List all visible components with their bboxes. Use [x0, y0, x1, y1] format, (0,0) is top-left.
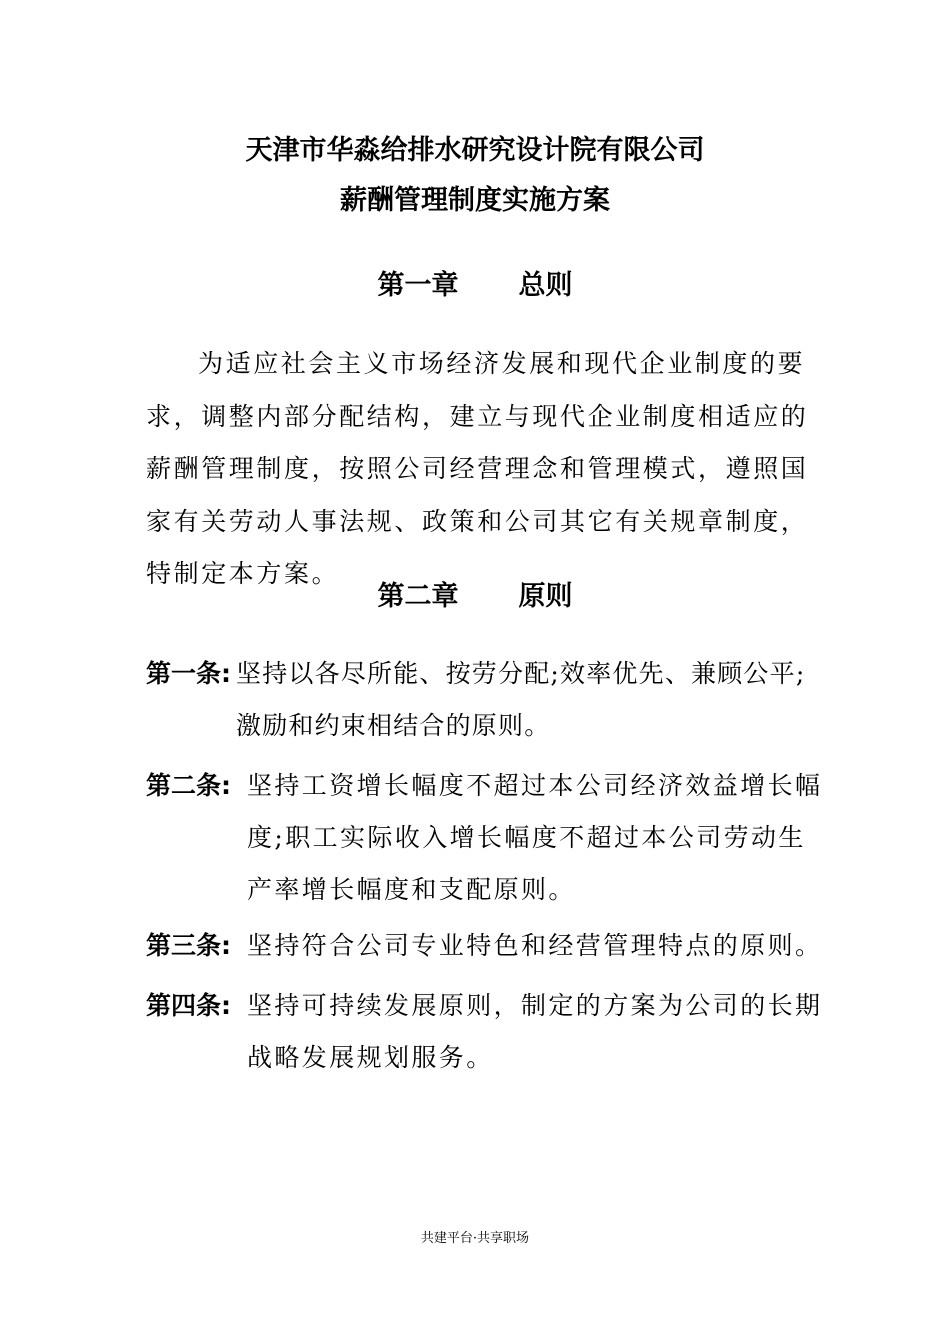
article-3 — [146, 920, 826, 972]
article-label: 第二条: — [146, 771, 231, 800]
document-title-line2: 薪酬管理制度实施方案 — [340, 185, 610, 216]
article-2 — [146, 760, 826, 916]
article-label: 第三条: — [146, 931, 231, 960]
document-title-line1: 天津市华淼给排水研究设计院有限公司 — [245, 135, 705, 166]
chapter-number: 第二章 — [377, 581, 459, 612]
chapter-number: 第一章 — [377, 270, 459, 301]
chapter-name: 原则 — [518, 581, 573, 612]
article-text: 坚持工资增长幅度不超过本公司经济效益增长幅度;职工实际收入增长幅度不超过本公司劳动生产率增长幅度和支配原则。 — [247, 771, 823, 904]
chapter1-paragraph: 为适应社会主义市场经济发展和现代企业制度的要求，调整内部分配结构，建立与现代企业制度相适应的薪酬管理制度，按照公司经营理念和管理模式，遵照国家有关劳动人事法规、政策和公司其它有关规章制度，特制定本方案。 — [146, 349, 809, 588]
article-label: 第一条: — [146, 659, 231, 688]
page-footer: 共建平台·共享职场 — [420, 1231, 530, 1246]
chapter-heading-2 — [0, 579, 950, 615]
article-4 — [146, 980, 826, 1084]
article-1 — [146, 648, 826, 752]
article-text: 坚持以各尽所能、按劳分配;效率优先、兼顾公平;激励和约束相结合的原则。 — [236, 659, 806, 740]
chapter-name: 总则 — [518, 270, 573, 301]
article-text: 坚持可持续发展原则，制定的方案为公司的长期战略发展规划服务。 — [247, 991, 823, 1072]
article-label: 第四条: — [146, 991, 231, 1020]
chapter-heading-1 — [0, 268, 950, 304]
article-text: 坚持符合公司专业特色和经营管理特点的原则。 — [247, 931, 823, 960]
